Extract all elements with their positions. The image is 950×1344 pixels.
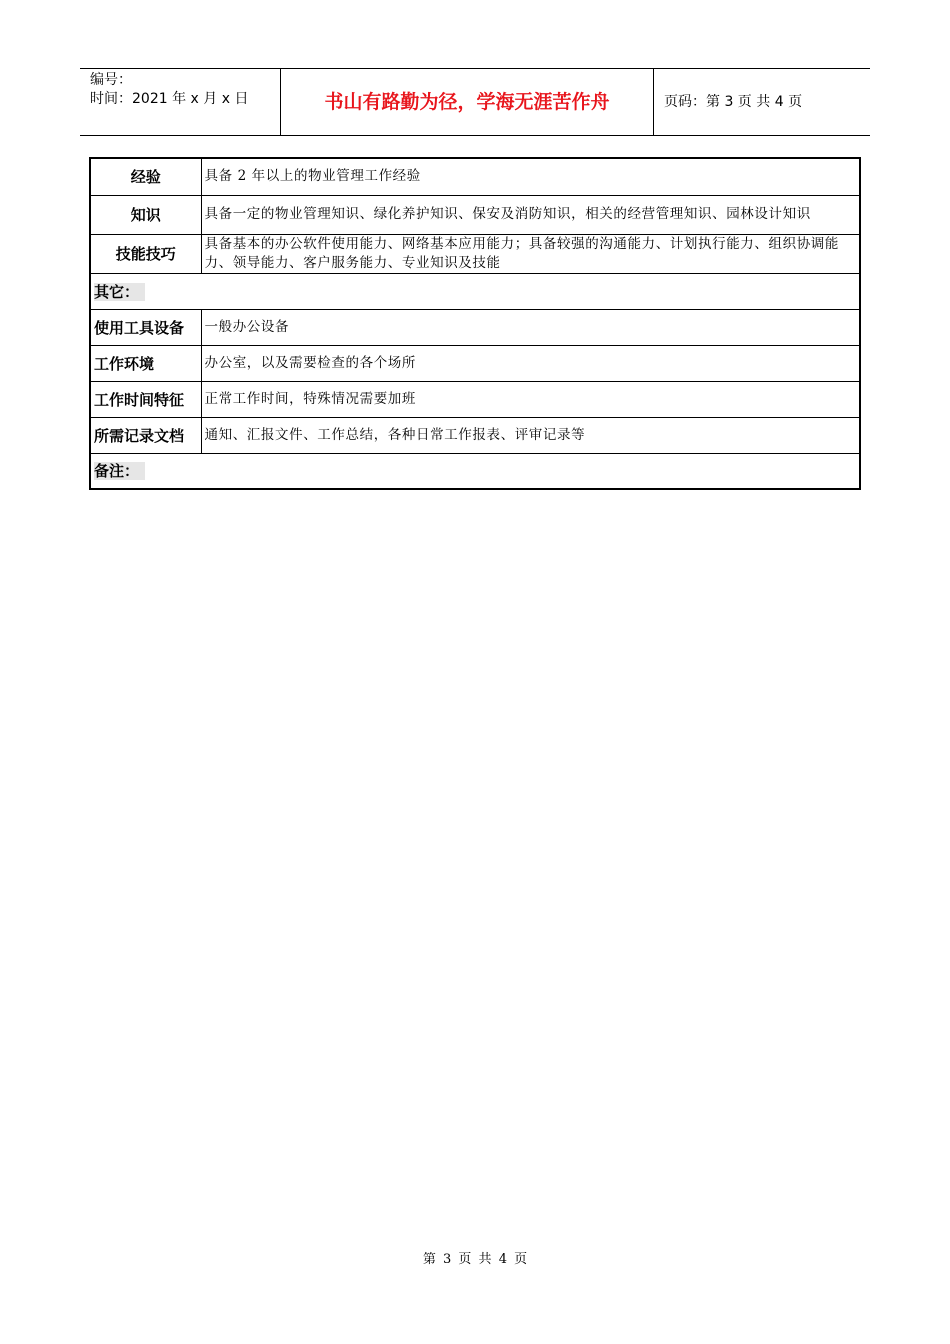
- row-label-documents: 所需记录文档: [90, 417, 201, 453]
- row-label-environment: 工作环境: [90, 345, 201, 381]
- section-row-notes: [90, 453, 860, 489]
- table-row: [90, 309, 860, 345]
- row-label-knowledge: 知识: [90, 195, 201, 234]
- row-label-work-time: 工作时间特征: [90, 381, 201, 417]
- row-value-environment: 办公室，以及需要检查的各个场所: [201, 345, 860, 381]
- header-motto: 书山有路勤为径，学海无涯苦作舟: [281, 69, 654, 135]
- code-label: 编号：: [90, 72, 132, 88]
- row-label-experience: 经验: [90, 158, 201, 195]
- header-page-info: 页码：第 3 页 共 4 页: [664, 94, 803, 110]
- row-value-experience: 具备 2 年以上的物业管理工作经验: [201, 158, 860, 195]
- page-footer: 第 3 页 共 4 页: [422, 1252, 528, 1267]
- row-value-work-time: 正常工作时间，特殊情况需要加班: [201, 381, 860, 417]
- row-value-tools: 一般办公设备: [201, 309, 860, 345]
- row-value-skills: 具备基本的办公软件使用能力、网络基本应用能力；具备较强的沟通能力、计划执行能力、组织协调能力、领导能力、客户服务能力、专业知识及技能: [201, 234, 860, 273]
- row-value-documents: 通知、汇报文件、工作总结，各种日常工作报表、评审记录等: [201, 417, 860, 453]
- document-header: [80, 68, 870, 136]
- date-label: 时间：2021 年 x 月 x 日: [90, 91, 249, 107]
- section-other-label: [90, 273, 860, 309]
- table-row: [90, 345, 860, 381]
- job-requirements-table: [89, 157, 861, 490]
- row-label-skills: 技能技巧: [90, 234, 201, 273]
- header-meta: [80, 69, 281, 135]
- table-row: [90, 381, 860, 417]
- table-row: [90, 234, 860, 273]
- row-value-knowledge: 具备一定的物业管理知识、绿化养护知识、保安及消防知识，相关的经营管理知识、园林设计知识: [201, 195, 860, 234]
- section-notes-label: [90, 453, 860, 489]
- section-other-text: 其它：: [94, 283, 145, 301]
- table-row: [90, 195, 860, 234]
- table-row: [90, 158, 860, 195]
- section-notes-text: 备注：: [94, 462, 145, 480]
- section-row-other: [90, 273, 860, 309]
- row-label-tools: 使用工具设备: [90, 309, 201, 345]
- table-row: [90, 417, 860, 453]
